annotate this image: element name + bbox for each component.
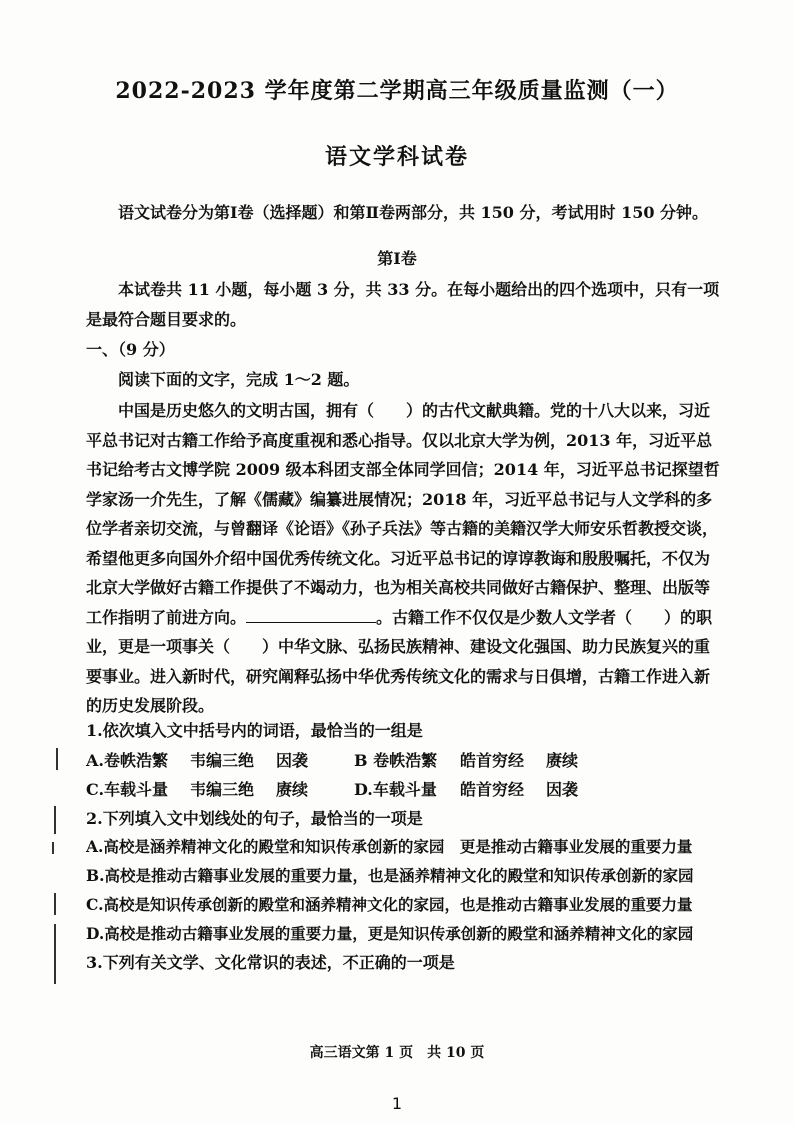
passage-part-b: 。古籍工作不仅仅是少数人文学者（ ）的职业，更是一项事关（ ）中华文脉、弘扬民族精神、建设文化强国、助力民族复兴的重要事业。进入新时代，研究阐释弘扬中华优秀传统文化的需求与日俱增，古籍工作进入新的历史发展阶段。: [86, 607, 713, 715]
scan-margin-mark: [54, 924, 56, 984]
question-2-stem: 2.下列填入文中划线处的句子，最恰当的一项是: [86, 809, 423, 828]
page-footer: 高三语文第 1 页 共 10 页: [309, 1045, 485, 1061]
q1-option-a-word-3: 因袭: [276, 751, 309, 770]
q1-option-c-word-2: 韦编三绝: [190, 780, 255, 799]
q1-option-d-word-3: 因袭: [546, 780, 579, 799]
reading-instruction: 阅读下面的文字，完成 1～2 题。: [118, 370, 360, 389]
question-2-option-a: A.高校是涵养精神文化的殿堂和知识传承创新的家园 更是推动古籍事业发展的重要力量: [86, 837, 693, 856]
scan-margin-mark: [54, 893, 56, 915]
q1-option-b-word-2: 皓首穷经: [460, 751, 525, 770]
question-3-stem: 3.下列有关文学、文化常识的表述，不正确的一项是: [86, 953, 455, 972]
exam-title: 2022-2023 学年度第二学期高三年级质量监测（一）: [115, 78, 679, 104]
scan-margin-mark: [54, 806, 56, 834]
question-2-option-c: C.高校是知识传承创新的殿堂和涵养精神文化的家园，也是推动古籍事业发展的重要力量: [86, 895, 693, 914]
q1-option-d-word-1: D.车载斗量: [354, 780, 437, 799]
passage-part-a: 中国是历史悠久的文明古国，拥有（ ）的古代文献典籍。党的十八大以来，习近平总书记对古籍工作给予高度重视和悉心指导。仅以北京大学为例，2013 年，习近平总书记给考古文博学院 2009 级本科团支部全体同学回信；2014 年，习近平总书记探望哲学家汤一介先生，了解《儒藏》编纂进展情况；2018 年，习近平总书记与人文学科的多位学者亲切交流，与曾翻译《论语》《孙子兵法》等古籍的美籍汉学大师安乐哲教授交谈，希望他更多向国外介绍中国优秀传统文化。习近平总书记的谆谆教诲和殷殷嘱托，不仅为北京大学做好古籍工作提供了不竭动力，也为相关高校共同做好古籍保护、整理、出版等工作指明了前进方向。: [86, 401, 720, 627]
question-2-option-d: D.高校是推动古籍事业发展的重要力量，更是知识传承创新的殿堂和涵养精神文化的家园: [86, 924, 694, 943]
q1-option-a-word-1: A.卷帙浩繁: [86, 751, 168, 770]
page-number: 1: [391, 1094, 403, 1113]
question-1-stem: 1.依次填入文中括号内的词语，最恰当的一组是: [86, 721, 423, 740]
q1-option-b-word-3: 赓续: [546, 751, 579, 770]
q1-option-b-word-1: B 卷帙浩繁: [354, 751, 438, 770]
q1-option-d-word-2: 皓首穷经: [460, 780, 525, 799]
q1-option-a-word-2: 韦编三绝: [190, 751, 255, 770]
exam-intro: 语文试卷分为第Ⅰ卷（选择题）和第Ⅱ卷两部分，共 150 分，考试用时 150 分钟。: [118, 203, 709, 222]
fill-blank-line: [246, 606, 376, 623]
scan-margin-mark: [56, 748, 58, 770]
q1-option-c-word-1: C.车载斗量: [86, 780, 169, 799]
reading-passage: [86, 396, 720, 721]
scan-margin-mark: [52, 842, 54, 854]
section-heading: 一、（9 分）: [86, 340, 175, 359]
part-label: 第Ⅰ卷: [377, 249, 417, 268]
part-instructions: 本试卷共 11 小题，每小题 3 分，共 33 分。在每小题给出的四个选项中，只有一项是最符合题目要求的。: [86, 280, 720, 329]
q1-option-c-word-3: 赓续: [276, 780, 309, 799]
question-2-option-b: B.高校是推动古籍事业发展的重要力量，也是涵养精神文化的殿堂和知识传承创新的家园: [86, 866, 694, 885]
exam-subtitle: 语文学科试卷: [324, 144, 469, 170]
